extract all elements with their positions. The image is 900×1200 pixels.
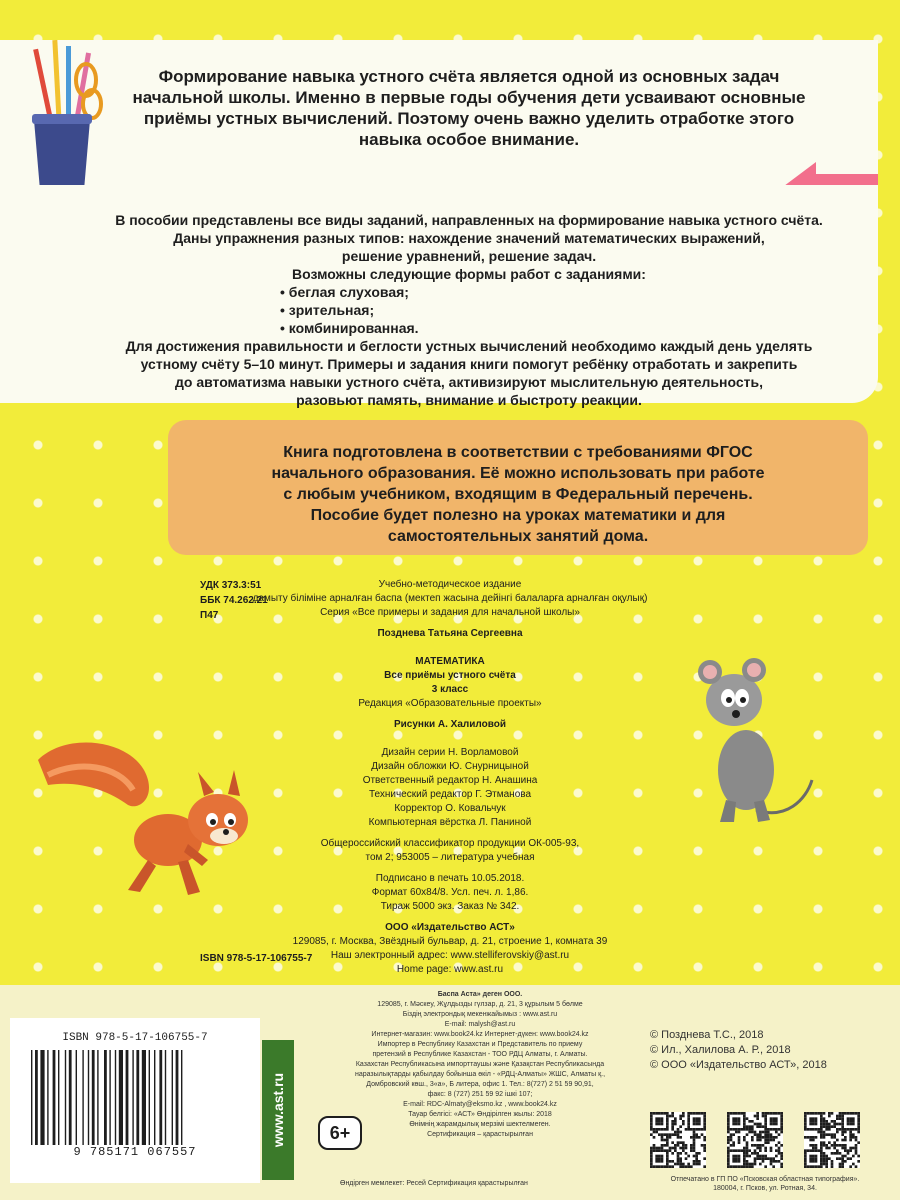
barcode-icon [25,1050,245,1145]
kz-line: Өнімнің жарамдылық мерзімі шектелмеген. [409,1121,551,1128]
qr-code-icon[interactable] [727,1112,783,1168]
kz-line: E-mail: RDC-Almaty@eksmo.kz , www.book24.kz [403,1101,557,1108]
illustrations-credit: Рисунки А. Халиловой [393,719,507,730]
print-format: Формат 60x84/8. Усл. печ. л. 1,86. [371,887,529,898]
qr-code-icon[interactable] [804,1112,860,1168]
description-line: устному счёту 5–10 минут. Примеры и задания книги помогут ребёнку отработать и закрепить [140,356,798,372]
fgos-panel [168,420,868,555]
classifier-line: Общероссийский классификатор продукции ОК-005-93, [320,838,580,849]
publisher-homepage: Home page: www.ast.ru [396,964,504,975]
kz-line: наразылықтарды қабылдау бойынша өкіл - «РДЦ-Алматы» ЖШС, Алматы қ., [354,1071,606,1078]
author-name: Позднева Татьяна Сергеевна [377,628,523,639]
signed-date: Подписано в печать 10.05.2018. [375,873,525,884]
origin-note: Өндірген мемлекет: Ресей Сертификация қарастырылған [340,1180,528,1187]
kz-line: 129085, г. Мәскеу, Жұлдызды гүлзар, д. 21, 3 құрылым 5 бөлме [377,1001,583,1008]
work-forms-list [280,283,848,337]
kz-line: Тауар белгісі: «АСТ» Өндірілген жылы: 2018 [408,1111,552,1118]
credit-line: Дизайн серии Н. Ворламовой [381,747,519,758]
squirrel-illustration [28,730,258,905]
edition-kz: дамыту біліміне арналған баспа (мектеп жасына дейінгі балаларға арналған оқулық) [252,593,648,604]
copyright-block [650,1028,890,1073]
publisher-address: 129085, г. Москва, Звёздный бульвар, д. 21, строение 1, комната 39 [292,936,608,947]
edition-type: Учебно-методическое издание [378,579,522,590]
credit-line: Корректор О. Ковальчук [394,803,506,814]
bbk-code: ББК 74.262.21 [200,595,268,606]
editorial-office: Редакция «Образовательные проекты» [358,698,542,709]
list-item: • комбинированная. [280,319,848,337]
publisher-email: Наш электронный адрес: www.stelliferovskiy@ast.ru [330,950,570,961]
publisher-name: ООО «Издательство АСТ» [385,922,515,933]
printer-line: Отпечатано в ГП ПО «Псковская областная типография». [670,1176,860,1183]
book-title: Все приёмы устного счёта [384,670,516,681]
fgos-line: начального образования. Её можно использовать при работе [271,465,765,482]
printer-info [640,1175,890,1193]
fgos-line: Книга подготовлена в соответствии с требованиями ФГОС [283,444,753,461]
kz-line: Казахстан Республикасына импорттаушы және Қазақстан Республикасында [355,1061,605,1068]
kazakhstan-info [330,990,630,1140]
printer-line: 180004, г. Псков, ул. Ротная, 34. [713,1185,817,1192]
kz-line: E-mail: malysh@ast.ru [444,1021,516,1028]
imprint-block [230,578,670,977]
qr-code-icon[interactable] [650,1112,706,1168]
series-name: Серия «Все примеры и задания для начальной школы» [320,607,580,618]
website-strip-text: www.ast.ru [270,1072,287,1148]
description-line: Для достижения правильности и беглости устных вычислений необходимо каждый день уделять [125,338,813,354]
kz-line: Сертификация – қарастырылған [427,1131,533,1138]
copyright-line: © Позднева Т.С., 2018 [650,1029,764,1041]
book-grade: 3 класс [431,684,469,695]
description-panel [0,185,878,408]
kz-line: Баспа Аста» деген ООО. [437,991,523,998]
description-line: В пособии представлены все виды заданий, направленных на формирование навыка устного счёта. [115,212,823,228]
book-subject: МАТЕМАТИКА [415,656,485,667]
copyright-line: © Ил., Халилова А. Р., 2018 [650,1044,791,1056]
fgos-line: с любым учебником, входящим в Федеральный перечень. [283,486,753,503]
list-item: • беглая слуховая; [280,283,848,301]
fgos-line: самостоятельных занятий дома. [387,528,649,545]
list-item: • зрительная; [280,301,848,319]
udk-code: УДК 373.3:51 [200,580,262,591]
website-strip [262,1040,294,1180]
isbn-label: ISBN 978-5-17-106755-7 [200,953,313,964]
age-rating-badge: 6+ [318,1116,362,1150]
credit-line: Технический редактор Г. Этманова [368,789,532,800]
credit-line: Дизайн обложки Ю. Снурницыной [371,761,529,772]
intro-line: приёмы устных вычислений. Поэтому очень важно уделить отработке этого [143,109,795,128]
kz-line: факс: 8 (727) 251 59 92 ішкі 107; [427,1091,533,1098]
barcode-card [10,1018,260,1183]
kz-line: Домбровский көш., 3«а», Б литера, офис 1. Тел.: 8(727) 2 51 59 90,91, [366,1081,594,1088]
author-code: П47 [200,610,219,621]
credit-line: Компьютерная вёрстка Л. Паниной [368,817,532,828]
print-run: Тираж 5000 экз. Заказ № 342. [380,901,520,912]
copyright-line: © ООО «Издательство АСТ», 2018 [650,1059,827,1071]
classifier-line: том 2; 953005 – литература учебная [365,852,535,863]
description-line: решение уравнений, решение задач. [341,248,597,264]
barcode-digits: 9 785171 067557 [73,1145,197,1159]
kz-line: Біздің электрондық мекенжайымыз : www.ast.ru [402,1011,558,1018]
intro-line: Формирование навыка устного счёта является одной из основных задач [158,67,780,86]
mouse-illustration [696,650,816,830]
intro-panel [0,40,878,185]
kz-line: Интернет-магазин: www.book24.kz Интернет-дүкен: www.book24.kz [371,1031,589,1038]
description-line: Даны упражнения разных типов: нахождение значений математических выражений, [173,230,765,246]
description-line: Возможны следующие формы работ с заданиями: [292,266,646,282]
description-line: разовьют память, внимание и быстроту реакции. [296,392,642,408]
credit-line: Ответственный редактор Н. Анашина [362,775,538,786]
fgos-line: Пособие будет полезно на уроках математики и для [310,507,726,524]
kz-line: Импортер в Республику Казахстан и Представитель по приему [377,1041,583,1048]
description-line: до автоматизма навыки устного счёта, активизируют мыслительную деятельность, [174,374,763,390]
kz-line: претензий в Республике Казахстан - ТОО РДЦ Алматы, г. Алматы. [372,1051,588,1058]
barcode-isbn: ISBN 978-5-17-106755-7 [62,1032,208,1044]
intro-line: начальной школы. Именно в первые годы обучения дети усваивают основные [132,88,806,107]
intro-line: навыка особое внимание. [358,130,580,149]
